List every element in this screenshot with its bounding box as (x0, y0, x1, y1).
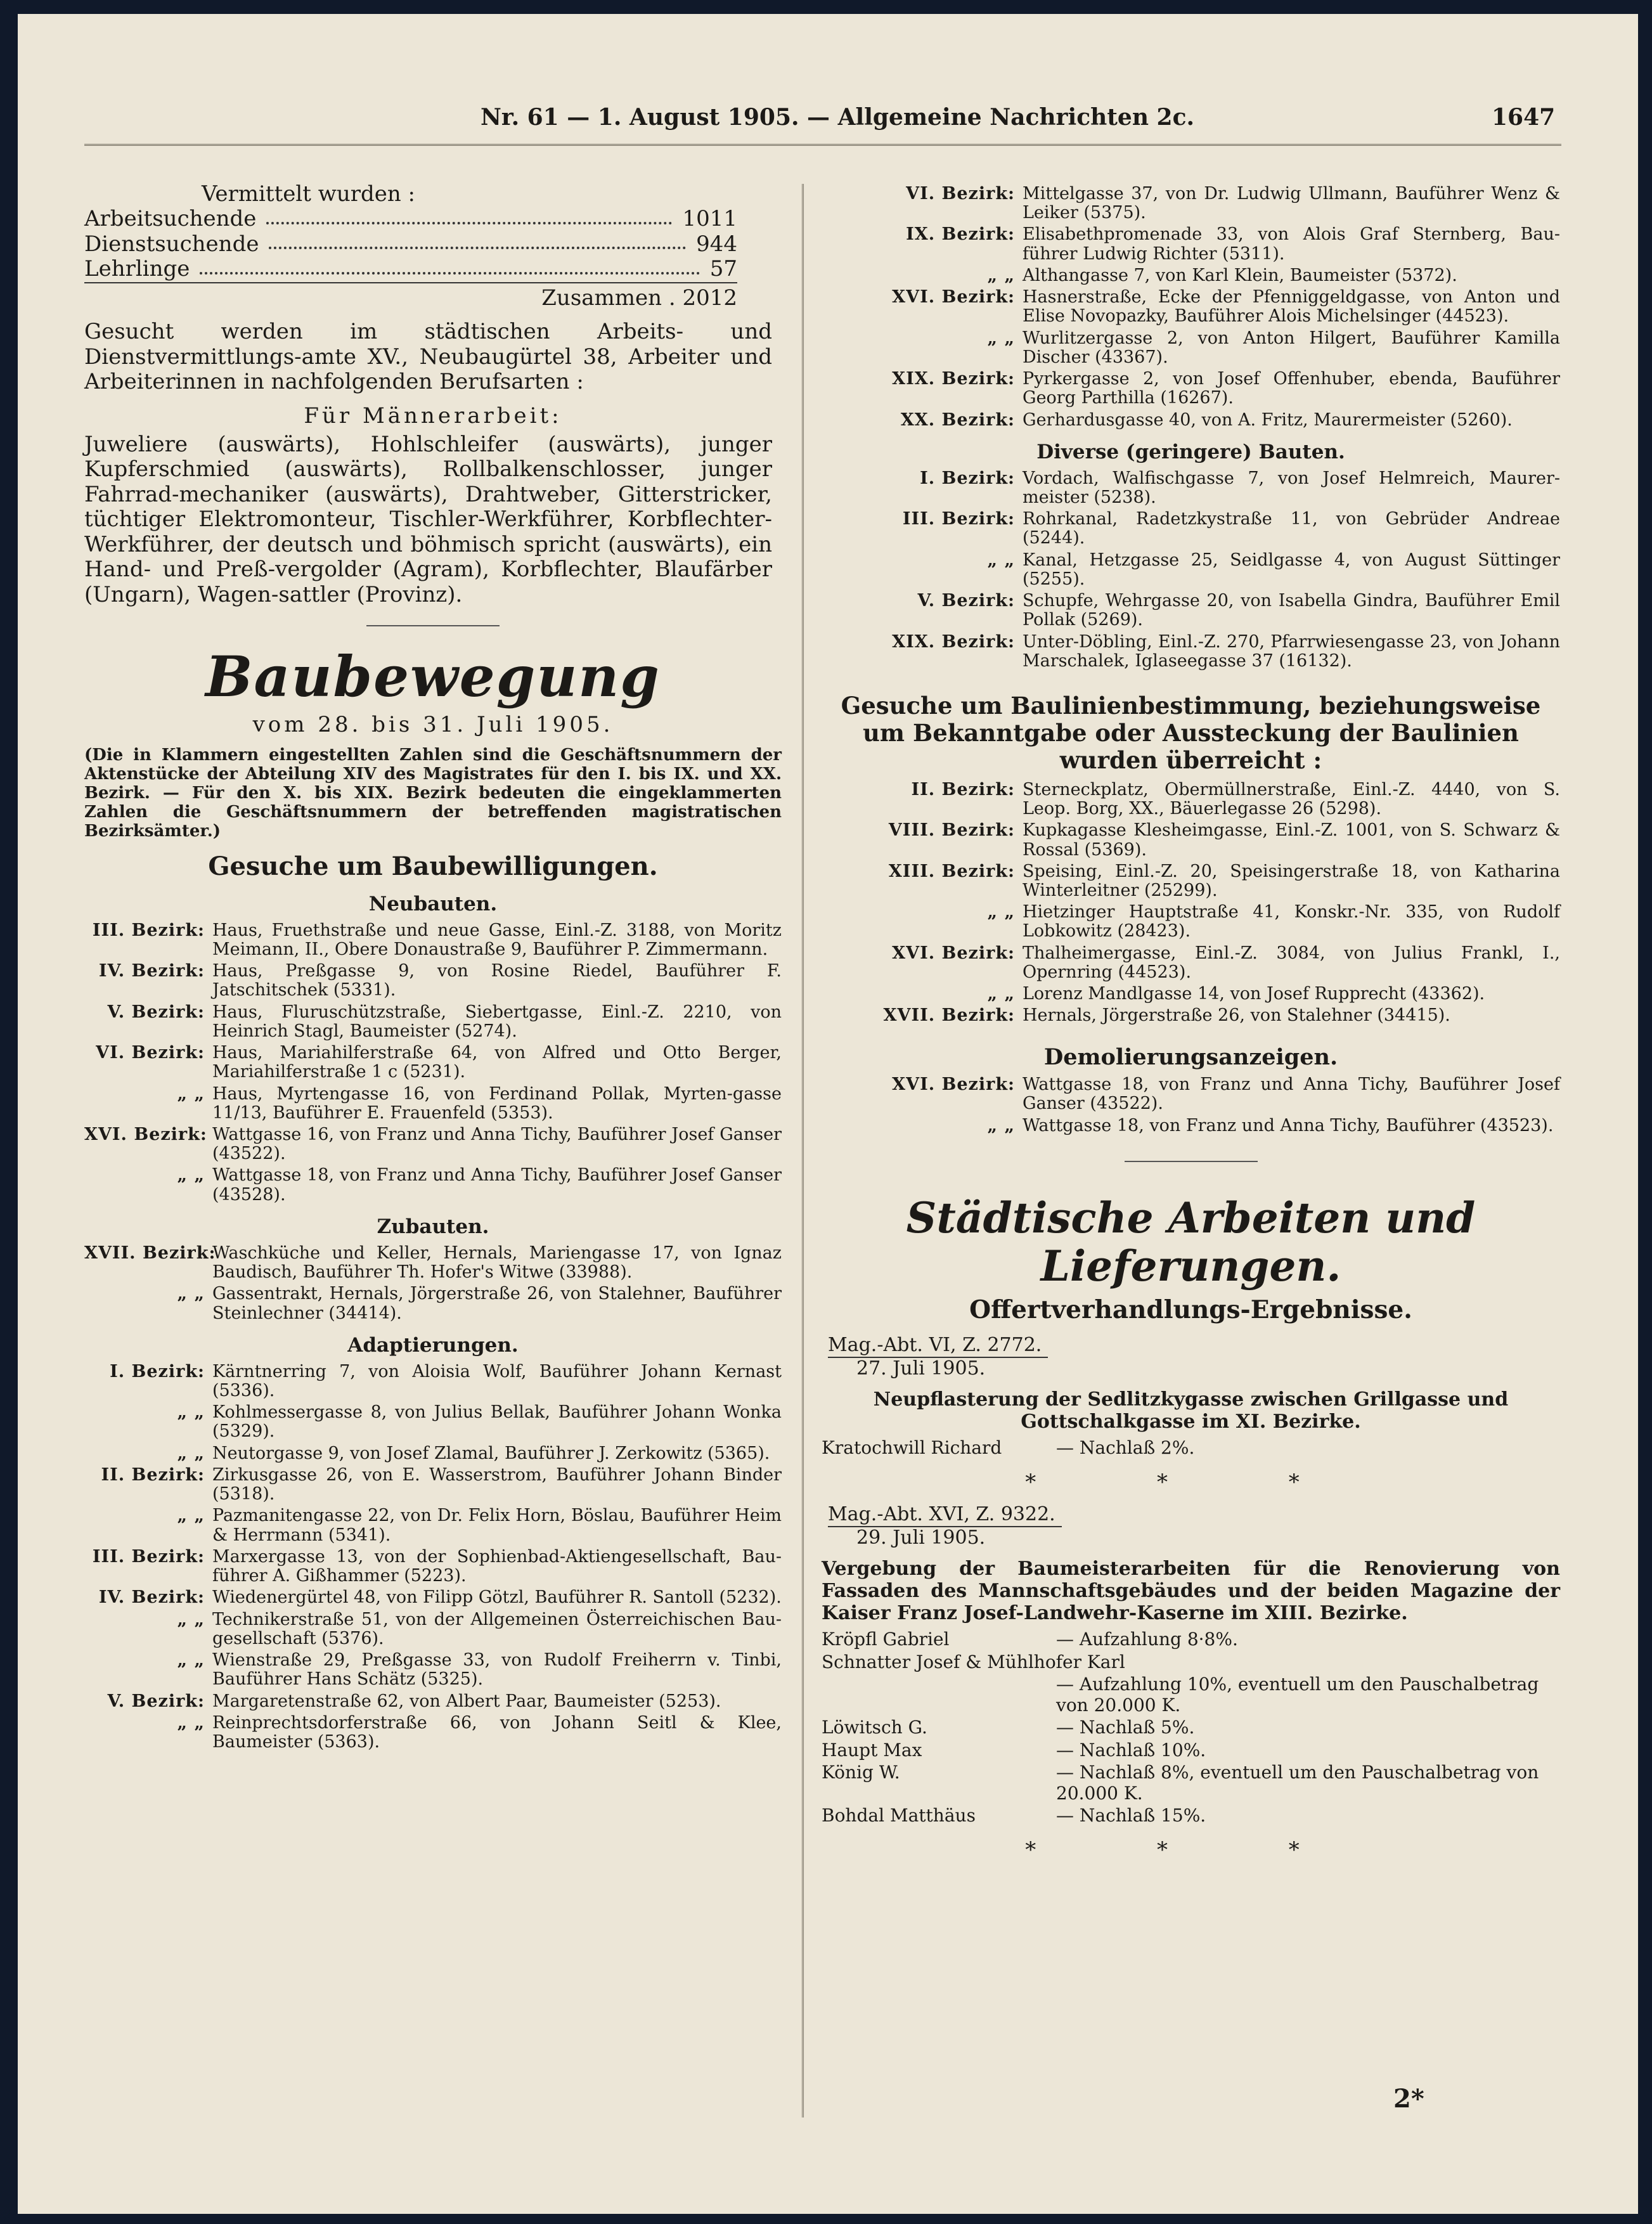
newspaper-page (18, 14, 1638, 2214)
list-item: „ „ Lorenz Mandlgasse 14, von Josef Rupprecht (43362). (987, 984, 1485, 1004)
list-item: „ „ Althangasse 7, von Karl Klein, Baumeister (5372). (987, 265, 1457, 285)
list-item: XVII. Bezirk: Waschküche und Keller, Hernals, Mariengasse 17, von Ignaz Baudisch, Bauführer Th. Hofer's Witwe (33988). (84, 1243, 782, 1283)
offert-ref: Mag.-Abt. XVI, Z. 9322. (828, 1504, 1062, 1527)
offert-ref: Mag.-Abt. VI, Z. 2772. (828, 1335, 1048, 1358)
separator-stars: * * * (1025, 1469, 1357, 1495)
adaptierungen-heading: Adaptierungen. (347, 1333, 519, 1357)
men-heading: Für Männerarbeit: (304, 403, 562, 429)
list-item: XVI. Bezirk: Hasnerstraße, Ecke der Pfenniggeldgasse, von Anton und Elise Novopazky, Bauführer Alois Michelsinger (44523). (892, 287, 1560, 326)
stats-value: 1011 (682, 206, 737, 232)
wanted-intro: Gesucht werden im städtischen Arbeits- und Dienstvermittlungs-amte XV., Neubaugürtel 38, Arbeiter und Arbeiterinnen in nachfolgenden Berufsarten : (84, 319, 772, 395)
stats-label: Dienstsuchende (84, 231, 259, 257)
neubauten-heading: Neubauten. (368, 892, 498, 915)
list-item: XVI. Bezirk: Wattgasse 16, von Franz und Anna Tichy, Bauführer Josef Ganser (43522). (84, 1124, 782, 1164)
list-item: VI. Bezirk: Mittelgasse 37, von Dr. Ludwig Ullmann, Bauführer Wenz & Leiker (5375). (906, 184, 1560, 223)
list-item: IX. Bezirk: Elisabethpromenade 33, von Alois Graf Sternberg, Bau-führer Ludwig Richter (5311). (906, 224, 1560, 264)
offert-subject: Neupflasterung der Sedlitzkygasse zwischen Grillgasse und Gottschalkgasse im XI. Bezirke. (873, 1388, 1509, 1433)
list-item: XX. Bezirk: Gerhardusgasse 40, von A. Fritz, Maurermeister (5260). (900, 410, 1513, 430)
list-item: II. Bezirk: Sterneckplatz, Obermüllnerstraße, Einl.-Z. 4440, von S. Leop. Borg, XX., Bäuerlegasse 26 (5298). (911, 779, 1560, 819)
list-item: V. Bezirk: Margaretenstraße 62, von Albert Paar, Baumeister (5253). (107, 1691, 721, 1711)
offert-block (822, 1504, 1560, 1863)
list-item: „ „ Reinprechtsdorferstraße 66, von Johann Seitl & Klee, Baumeister (5363). (177, 1712, 782, 1752)
offert-date: 29. Juli 1905. (856, 1527, 986, 1549)
right-column (822, 182, 1560, 1869)
list-item: III. Bezirk: Haus, Fruethstraße und neue Gasse, Einl.-Z. 3188, von Moritz Meimann, II., Obere Donaustraße 9, Bauführer P. Zimmermann. (92, 920, 782, 959)
stats-value: 944 (696, 231, 737, 257)
list-item: XVI. Bezirk: Wattgasse 18, von Franz und Anna Tichy, Bauführer Josef Ganser (43522). (892, 1075, 1560, 1114)
signature-mark: 2* (1393, 2084, 1424, 2114)
offert-block (822, 1335, 1560, 1495)
baubewegung-note: (Die in Klammern eingestellten Zahlen sind die Geschäftsnummern der Aktenstücke der Abteilung XIV des Magistrates für den I. bis IX. und XX. Bezirk. — Für den X. bis XIX. Bezirk bedeuten die eingeklammerten Zahlen die Geschäftsnummern der betreffenden magistratischen Bezirksämter.) (84, 745, 782, 841)
staedtische-title: Städtische Arbeiten und Lieferungen. (906, 1193, 1476, 1291)
stats-row (84, 257, 737, 283)
baubewegung-title: Baubewegung (205, 643, 661, 709)
award-row: Kröpfl Gabriel — Aufzahlung 8·8%. (822, 1629, 1238, 1650)
award-row: Haupt Max — Nachlaß 10%. (822, 1739, 1206, 1761)
list-item: „ „ Hietzinger Hauptstraße 41, Konskr.-Nr. 335, von Rudolf Lobkowitz (28423). (987, 902, 1560, 941)
award-row: Löwitsch G. — Nachlaß 5%. (822, 1717, 1195, 1738)
section-divider (1125, 1161, 1258, 1162)
award-row: Bohdal Matthäus — Nachlaß 15%. (822, 1805, 1206, 1826)
stats-row (84, 207, 737, 231)
list-item: „ „ Wattgasse 18, von Franz und Anna Tichy, Bauführer (43523). (987, 1115, 1554, 1135)
list-item: II. Bezirk: Zirkusgasse 26, von E. Wasserstrom, Bauführer Johann Binder (5318). (101, 1464, 782, 1504)
baubewegung-period: vom 28. bis 31. Juli 1905. (252, 712, 614, 738)
zubauten-heading: Zubauten. (377, 1215, 489, 1238)
list-item: XIX. Bezirk: Pyrkergasse 2, von Josef Offenhuber, ebenda, Bauführer Georg Parthilla (16267). (892, 369, 1560, 408)
stats-value: 57 (709, 256, 737, 282)
list-item: „ „ Gassentrakt, Hernals, Jörgerstraße 26, von Stalehner, Bauführer Steinlechner (34414). (177, 1284, 782, 1323)
list-item: VI. Bezirk: Haus, Mariahilferstraße 64, von Alfred und Otto Berger, Mariahilferstraße 1 c (5231). (96, 1043, 782, 1082)
list-item: „ „ Haus, Myrtengasse 16, von Ferdinand Pollak, Myrten-gasse 11/13, Bauführer E. Frauenfeld (5353). (177, 1083, 782, 1123)
separator-stars: * * * (1025, 1837, 1357, 1863)
list-item: III. Bezirk: Marxergasse 13, von der Sophienbad-Aktiengesellschaft, Bau-führer A. Gißhammer (5223). (92, 1546, 782, 1586)
list-item: „ „ Kanal, Hetzgasse 25, Seidlgasse 4, von August Süttinger (5255). (987, 550, 1560, 589)
list-item: „ „ Neutorgasse 9, von Josef Zlamal, Bauführer J. Zerkowitz (5365). (177, 1443, 770, 1463)
list-item: XVII. Bezirk: Hernals, Jörgerstraße 26, von Stalehner (34415). (883, 1005, 1450, 1026)
offert-date: 27. Juli 1905. (856, 1357, 986, 1380)
section-divider (366, 625, 500, 626)
stats-label: Lehrlinge (84, 256, 190, 282)
diverse-heading: Diverse (geringere) Bauten. (1036, 440, 1345, 463)
demolierung-heading: Demolierungsanzeigen. (1043, 1044, 1338, 1070)
left-column (84, 182, 782, 1754)
stats-label: Arbeitsuchende (84, 206, 257, 232)
award-row: — Aufzahlung 10%, eventuell um den Pauschalbetrag von 20.000 K. (1056, 1674, 1539, 1716)
award-row: König W. — Nachlaß 8%, eventuell um den Pauschalbetrag von 20.000 K. (822, 1762, 1539, 1804)
list-item: I. Bezirk: Kärntnerring 7, von Aloisia Wolf, Bauführer Johann Kernast (5336). (110, 1361, 782, 1400)
list-item: I. Bezirk: Vordach, Walfischgasse 7, von Josef Helmreich, Maurer-meister (5238). (920, 468, 1560, 507)
stats-total: Zusammen . 2012 (541, 285, 737, 311)
award-row: Schnatter Josef & Mühlhofer Karl (822, 1651, 1125, 1672)
list-item: „ „ Pazmanitengasse 22, von Dr. Felix Horn, Böslau, Bauführer Heim & Herrmann (5341). (177, 1506, 782, 1545)
column-divider (802, 184, 804, 2117)
stats-intro: Vermittelt wurden : (202, 181, 416, 207)
list-item: „ „ Wattgasse 18, von Franz und Anna Tichy, Bauführer Josef Ganser (43528). (177, 1165, 782, 1205)
running-header-title: Nr. 61 — 1. August 1905. — Allgemeine Nachrichten 2c. (481, 104, 1195, 131)
list-item: XIX. Bezirk: Unter-Döbling, Einl.-Z. 270, Pfarrwiesengasse 23, von Johann Marschalek, Iglaseegasse 37 (16132). (892, 631, 1560, 671)
list-item: „ „ Technikerstraße 51, von der Allgemeinen Österreichischen Bau-gesellschaft (5376). (177, 1609, 782, 1648)
stats-table (84, 207, 737, 311)
men-list: Juweliere (auswärts), Hohlschleifer (auswärts), junger Kupferschmied (auswärts), Rollbalkenschlosser, junger Fahrrad-mechaniker (auswärts), Drahtweber, Gitterstricker, tüchtiger Elektromonteur, Tischler-Werkführer, Korbflechter-Werkführer, der deutsch und böhmisch spricht (auswärts), ein Hand- und Preß-vergolder (Agram), Korbflechter, Blaufärber (Ungarn), Wagen-sattler (Provinz). (84, 431, 772, 607)
header-rule (84, 144, 1561, 146)
offert-subtitle: Offertverhandlungs-Ergebnisse. (969, 1295, 1412, 1325)
list-item: V. Bezirk: Haus, Fluruschützstraße, Siebertgasse, Einl.-Z. 2210, von Heinrich Stagl, Baumeister (5274). (107, 1002, 782, 1041)
baulinien-heading: Gesuche um Baulinienbestimmung, beziehungsweise um Bekanntgabe oder Aussteckung der Baulinien wurden überreicht : (841, 692, 1541, 774)
stats-row (84, 232, 737, 257)
list-item: „ „ Wurlitzergasse 2, von Anton Hilgert, Bauführer Kamilla Discher (43367). (987, 328, 1560, 367)
list-item: III. Bezirk: Rohrkanal, Radetzkystraße 11, von Gebrüder Andreae (5244). (902, 509, 1560, 548)
page-number: 1647 (1492, 104, 1556, 131)
list-item: IV. Bezirk: Wiedenergürtel 48, von Filipp Götzl, Bauführer R. Santoll (5232). (98, 1587, 782, 1608)
list-item: V. Bezirk: Schupfe, Wehrgasse 20, von Isabella Gindra, Bauführer Emil Pollak (5269). (917, 591, 1560, 630)
list-item: IV. Bezirk: Haus, Preßgasse 9, von Rosine Riedel, Bauführer F. Jatschitschek (5331). (98, 961, 782, 1000)
award-row: Kratochwill Richard — Nachlaß 2%. (822, 1437, 1195, 1459)
list-item: VIII. Bezirk: Kupkagasse Klesheimgasse, Einl.-Z. 1001, von S. Schwarz & Rossal (5369). (888, 820, 1560, 860)
list-item: „ „ Wienstraße 29, Preßgasse 33, von Rudolf Freiherrn v. Tinbi, Bauführer Hans Schätz (5325). (177, 1650, 782, 1690)
list-item: „ „ Kohlmessergasse 8, von Julius Bellak, Bauführer Johann Wonka (5329). (177, 1402, 782, 1442)
list-item: XIII. Bezirk: Speising, Einl.-Z. 20, Speisingerstraße 18, von Katharina Winterleitner (25299). (888, 861, 1560, 900)
baubewilligungen-heading: Gesuche um Baubewilligungen. (208, 851, 658, 882)
list-item: XVI. Bezirk: Thalheimergasse, Einl.-Z. 3084, von Julius Frankl, I., Opernring (44523). (892, 943, 1560, 982)
offert-subject: Vergebung der Baumeisterarbeiten für die Renovierung von Fassaden des Mannschaftsgebäudes und der beiden Magazine der Kaiser Franz Josef-Landwehr-Kaserne im XIII. Bezirke. (822, 1557, 1560, 1624)
